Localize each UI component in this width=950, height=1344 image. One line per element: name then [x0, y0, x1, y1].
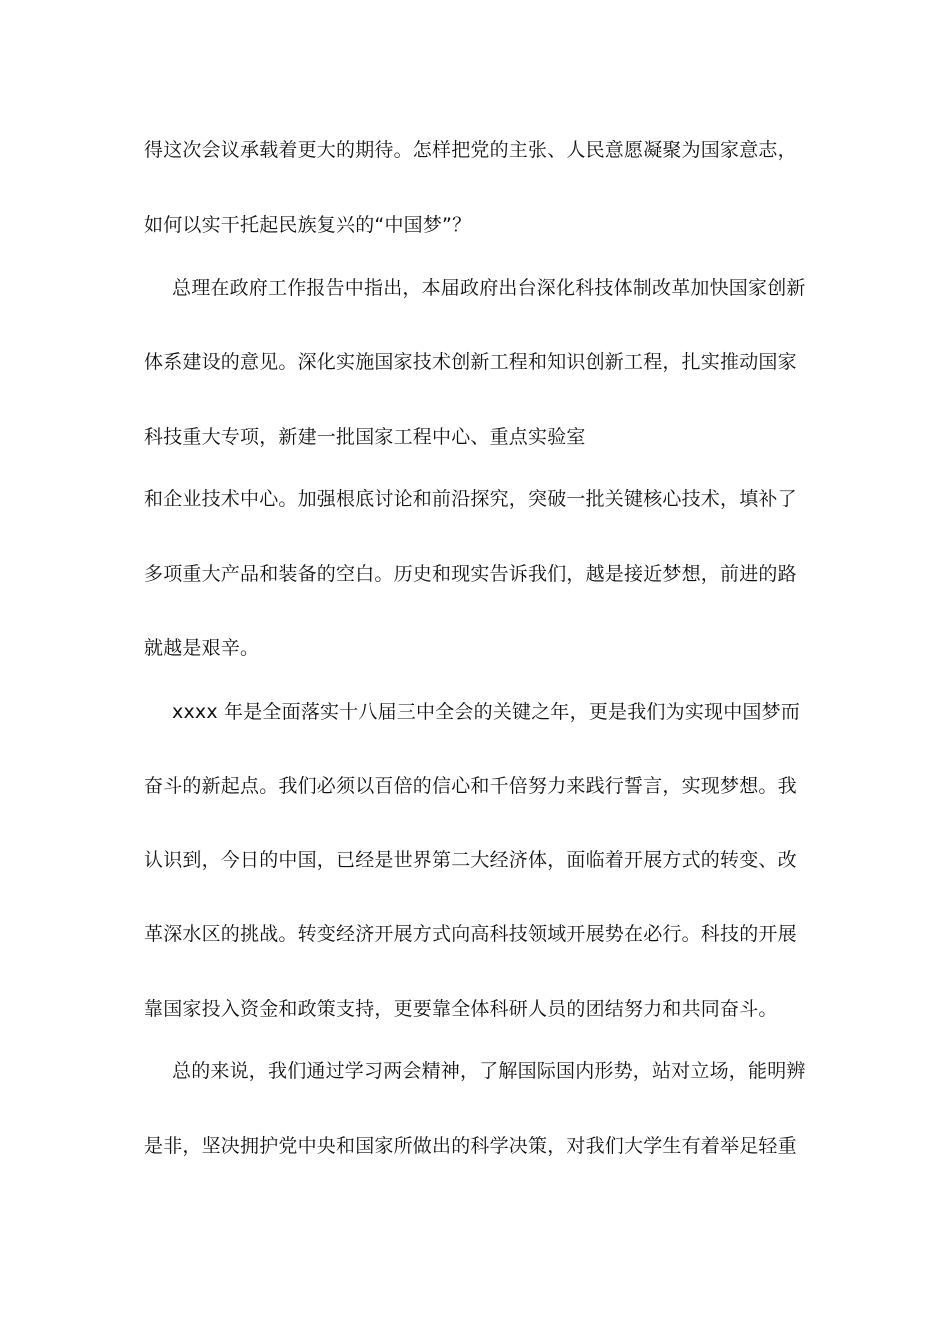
- text-line: 体系建设的意见。深化实施国家技术创新工程和知识创新工程，扎实推动国家: [144, 351, 797, 373]
- text-line: 靠国家投入资金和政策支持，更要靠全体科研人员的团结努力和共同奋斗。: [144, 998, 778, 1020]
- paragraph-start-line: 总的来说，我们通过学习两会精神，了解国际国内形势，站对立场，能明辨: [172, 1060, 806, 1082]
- text-line: 奋斗的新起点。我们必须以百倍的信心和千倍努力来践行誓言，实现梦想。我: [144, 775, 797, 797]
- text-line: 多项重大产品和装备的空白。历史和现实告诉我们，越是接近梦想，前进的路: [144, 563, 797, 585]
- text-line: 得这次会议承载着更大的期待。怎样把党的主张、人民意愿凝聚为国家意志，: [144, 139, 797, 161]
- text-line: 是非，坚决拥护党中央和国家所做出的科学决策，对我们大学生有着举足轻重: [144, 1135, 797, 1157]
- paragraph-start-line: 总理在政府工作报告中指出，本届政府出台深化科技体制改革加快国家创新: [172, 277, 806, 299]
- text-line: 如何以实干托起民族复兴的“中国梦”？: [144, 214, 472, 236]
- text-line: 科技重大专项，新建一批国家工程中心、重点实验室: [144, 426, 586, 448]
- paragraph-start-line: xxxx 年是全面落实十八届三中全会的关键之年，更是我们为实现中国梦而: [172, 701, 801, 723]
- text-line: 认识到，今日的中国，已经是世界第二大经济体，面临着开展方式的转变、改: [144, 849, 797, 871]
- text-line: 革深水区的挑战。转变经济开展方式向高科技领域开展势在必行。科技的开展: [144, 923, 797, 945]
- text-line: 和企业技术中心。加强根底讨论和前沿探究，突破一批关键核心技术，填补了: [144, 488, 797, 510]
- text-line: 就越是艰辛。: [144, 637, 260, 659]
